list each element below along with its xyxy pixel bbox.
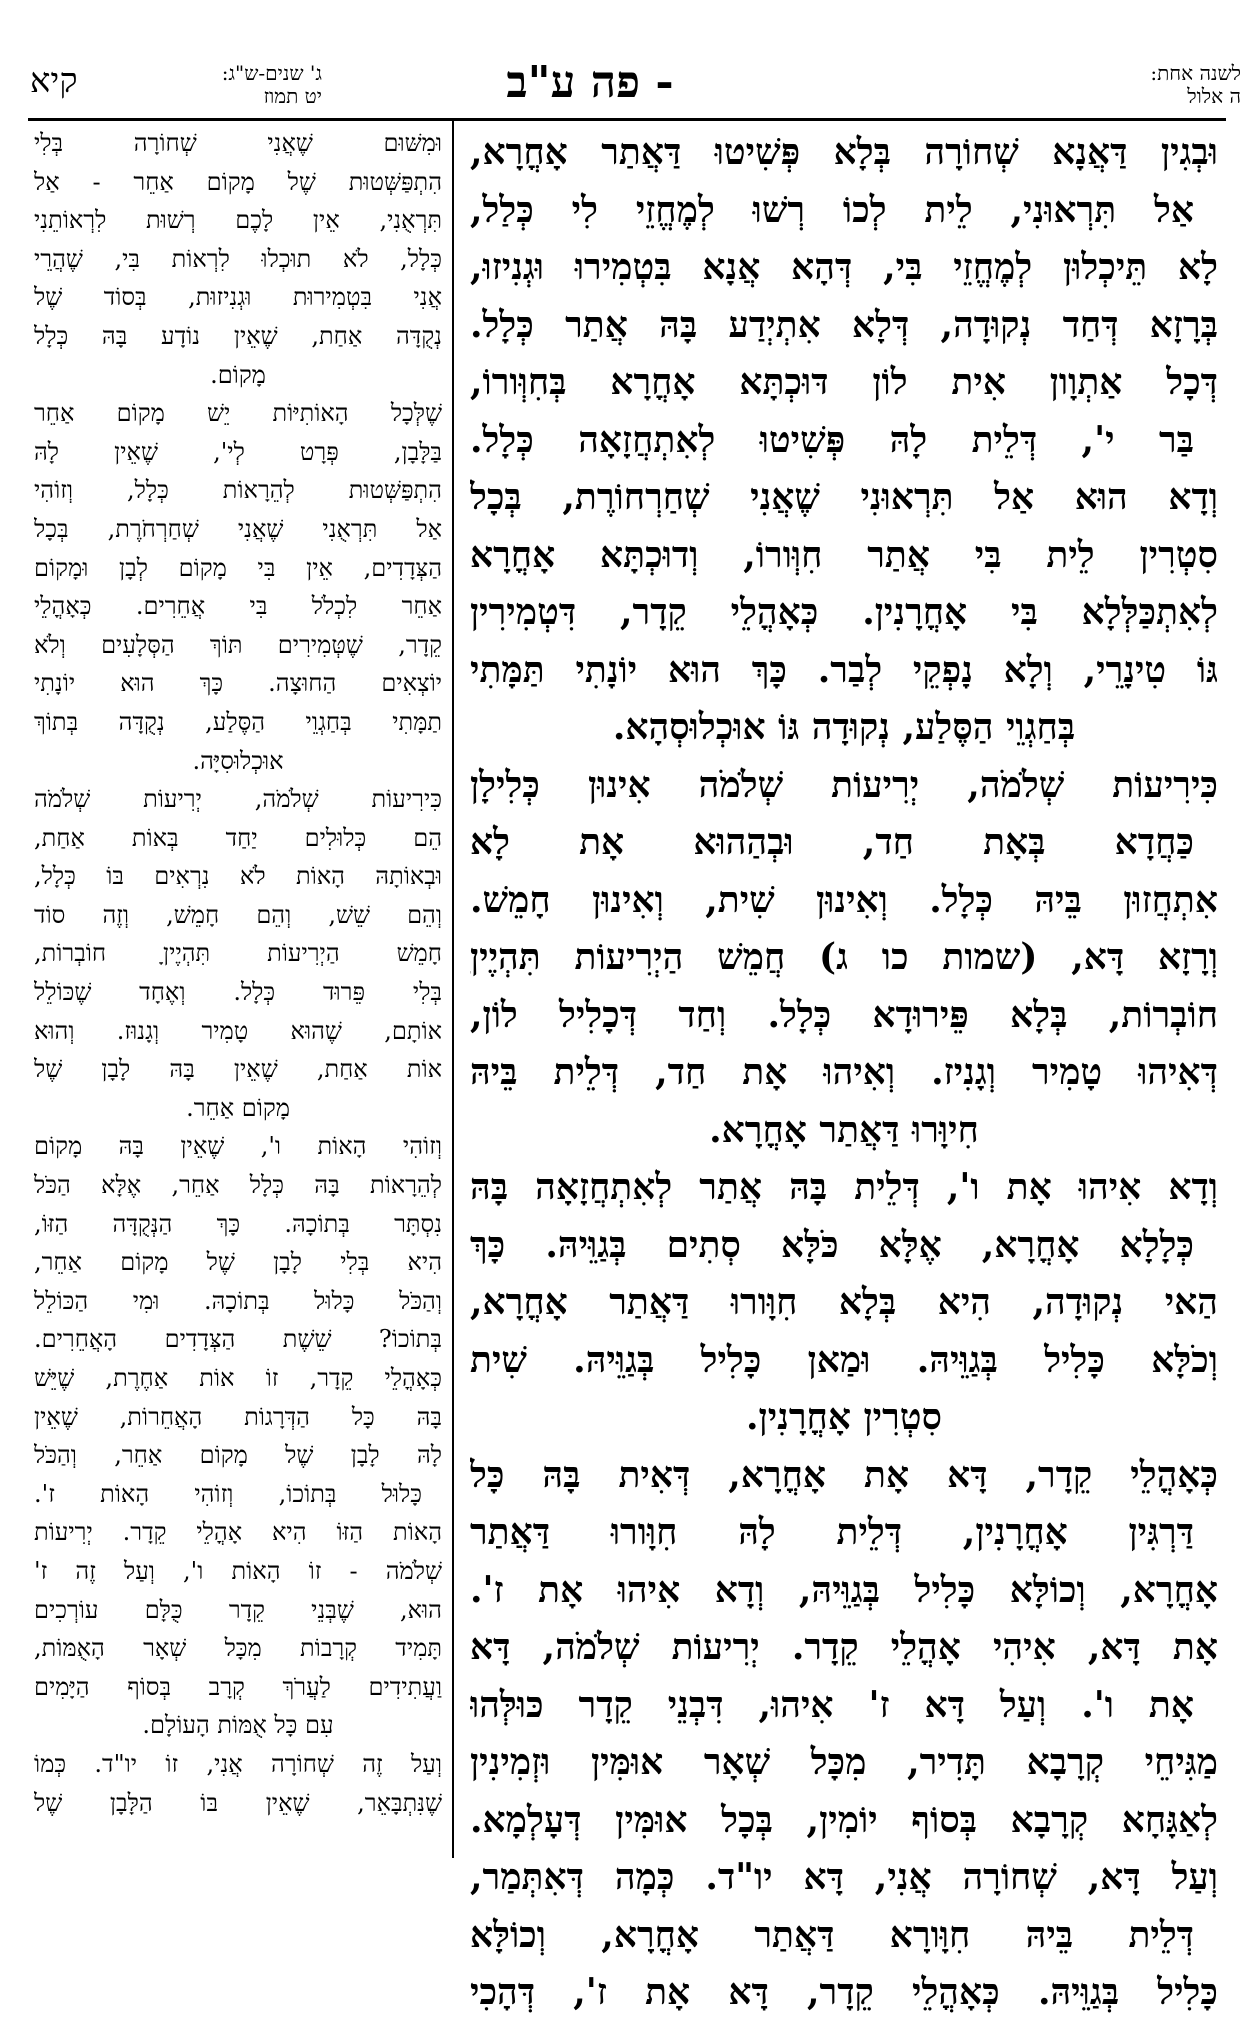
commentary-line: תָּמִיד קְרָבוֹת מִכָּל שְׁאָר הָאֻמּוֹת,	[34, 1634, 442, 1663]
commentary-line: יוֹצְאִים הַחוּצָה. כָּךְ הוּא יוֹנָתִי	[34, 669, 442, 698]
commentary-line: כְּלָל, לֹא תוּכְלוּ לִרְאוֹת בִּי, שֶׁהֲרֵי	[34, 244, 442, 273]
main-text-line: כְּאָהֳלֵי קֵדָר, דָּא אָת אָחֳרָא, דְּאִית בָּהּ כָּל	[470, 1453, 1218, 1496]
main-text-line: כַּחֲדָא בְּאָת חַד, וּבְהַהוּא אָת לָא	[470, 821, 1194, 863]
main-text-line: גּוֹ טִינָרֵי, וְלָא נָפְקֵי לְבַר. כָּךְ הוּא יוֹנָתִי תַּמָּתִי	[470, 648, 1218, 691]
main-text-line: וְרָזָא דָּא, (שמות כו ג) חֲמֵשׁ הַיְרִיעוֹת תִּהְיֶיןָ	[470, 936, 1218, 978]
main-text-line: אָת דָּא, אִיהִי אָהֳלֵי קֵדָר. יְרִיעוֹת שְׁלֹמֹה, דָּא	[470, 1626, 1218, 1668]
main-text-line: וּבְגִין דַּאֲנָא שְׁחוֹרָה בְּלָא פְּשִׁיטוּ דַּאֲתַר אָחֳרָא,	[470, 131, 1218, 173]
commentary-line: תִּרְאֻנִי, אֵין לָכֶם רְשׁוּת לִרְאוֹתֵנִי	[34, 206, 442, 235]
main-text-line: לְאַגָּחָא קְרָבָא בְּסוֹף יוֹמִין, בְּכָל אוּמִּין דְּעָלְמָא.	[470, 1798, 1218, 1841]
commentary-line: וְהַכֹּל כָּלוּל בְּתוֹכָהּ. וּמִי הַכּוֹלֵל	[34, 1286, 442, 1315]
main-text-line: דְּכָל אַתְוָון אִית לוֹן דּוּכְתָּא אָחֳרָא בְּחִוְּורוֹ,	[470, 361, 1218, 403]
main-text-line: כָּלִיל בְּגַוֵּיהּ. כְּאָהֳלֵי קֵדָר, דָּא אָת ז', דְּהָכִי	[470, 1971, 1218, 2013]
commentary-line: וְזוֹהִי הָאוֹת ו', שֶׁאֵין בָּהּ מָקוֹם	[34, 1132, 442, 1161]
main-text-line: כְּלָלָא אָחֳרָא, אֶלָּא כֹּלָּא סְתִים בְּגַוֵּיהּ. כָּךְ	[470, 1223, 1194, 1266]
commentary-line: עִם כָּל אֻמּוֹת הָעוֹלָם.	[142, 1711, 334, 1740]
main-text-line: סִטְרִין לֵית בִּי אֲתַר חִוְּורוֹ, וְדוּכְתָּא אָחֳרָא	[470, 533, 1218, 576]
commentary-line: כִּירִיעוֹת שְׁלֹמֹה, יְרִיעוֹת שְׁלֹמֹה	[34, 785, 442, 814]
commentary-line: נְקֻדָּה אַחַת, שֶׁאֵין נוֹדָע בָּהּ כְּלָל	[34, 321, 442, 350]
commentary-line: אוֹתָם, שֶׁהוּא טָמִיר וְגָנוּז. וְהוּא	[34, 1016, 442, 1045]
main-text-line: בְּחַגְוֵי הַסֶּלַע, נְקוּדָה גּוֹ אוּכְלוּסְהָא.	[612, 706, 1076, 748]
commentary-line: הֵם כְּלוּלִים יַחַד בְּאוֹת אַחַת,	[34, 823, 442, 852]
commentary-line: וּבְאוֹתָהּ הָאוֹת לֹא נִרְאִים בּוֹ כְּלָל,	[34, 862, 442, 891]
commentary-line: בְּתוֹכוֹ? שֵׁשֶׁת הַצְּדָדִים הָאֲחֵרִים.	[34, 1325, 442, 1354]
commentary-line: וְהֵם שֵׁשׁ, וְהֵם חָמֵשׁ, וְזֶה סוֹד	[34, 900, 442, 929]
main-text-line: כִּירִיעוֹת שְׁלֹמֹה, יְרִיעוֹת שְׁלֹמֹה אִינוּן כְּלִילָן	[470, 763, 1218, 806]
commentary-line: הִיא בְּלִי לָבָן שֶׁל מָקוֹם אַחֵר,	[34, 1248, 442, 1277]
main-text-line: וְדָא אִיהוּ אָת ו', דְּלֵית בָּהּ אֲתַר לְאִתְחֲזָאָה בָּהּ	[470, 1166, 1218, 1208]
page-number: קיא	[30, 61, 78, 101]
commentary-line: אַל תִּרְאֻנִי שֶׁאֲנִי שְׁחַרְחֹרֶת, בְּכָל	[34, 514, 442, 543]
main-text-line: וְכֹלָּא כָּלִיל בְּגַוֵּיהּ. וּמַאן כָּלִיל בְּגַוֵּיהּ. שִׁית	[470, 1338, 1218, 1381]
main-text-line: חִיוָּרוּ דַּאֲתַר אָחֳרָא.	[709, 1108, 979, 1151]
commentary-line: כָּלוּל בְּתוֹכוֹ, וְזוֹהִי הָאוֹת ז'.	[34, 1479, 422, 1508]
commentary-line: אוּכְלוּסִיָּה.	[192, 746, 284, 775]
commentary-line: הִתְפַּשְּׁטוּת לְהֵרָאוֹת כְּלָל, וְזוֹהִי	[34, 476, 442, 505]
commentary-line: הוּא, שֶׁבְּנֵי קֵדָר כֻּלָּם עוֹרְכִים	[34, 1595, 442, 1624]
commentary-line: תַמָּתִי בְּחַגְוֵי הַסֶּלַע, נְקֻדָּה בְּתוֹךְ	[34, 707, 442, 736]
commentary-line: בָּהּ כָּל הַדְּרָגוֹת הָאֲחֵרוֹת, שֶׁאֵין	[34, 1402, 442, 1431]
column-divider	[452, 118, 454, 1858]
main-text-line: אָת ו'. וְעַל דָּא ז' אִיהוּ, דִּבְנֵי קֵדָר כּוּלְּהוּ	[470, 1683, 1194, 1726]
commentary-line: קֵדָר, שֶׁטְּמִירִים תּוֹךְ הַסְּלָעִים וְלֹא	[34, 630, 442, 659]
header-study-schedule-three-years	[112, 62, 322, 108]
commentary-line: בַּלָּבָן, פְּרָט לְי', שֶׁאֵין לָהּ	[34, 437, 442, 466]
commentary-line: אַחֵר לִכְלֹל בִּי אֲחֵרִים. כְּאָהֳלֵי	[34, 592, 442, 621]
commentary-line: וְעַל זֶה שְׁחוֹרָה אֲנִי, זוֹ יו"ד. כְּמוֹ	[34, 1749, 442, 1778]
main-text-line: לְאִתְכַּלְּלָא בִּי אָחֳרָנִין. כְּאָהֳלֵי קֵדָר, דִּטְמִירִין	[470, 591, 1218, 633]
commentary-line: חָמֵשׁ הַיְרִיעוֹת תִּהְיֶיןָ חוֹבְרוֹת,	[34, 939, 442, 968]
commentary-line: שֶׁלְּכָל הָאוֹתִיּוֹת יֵשׁ מָקוֹם אַחֵר	[34, 399, 442, 428]
main-text-line: דְּלֵית בֵּיהּ חִוָּורָא דַּאֲתַר אָחֳרָא, וְכוֹלָּא	[470, 1913, 1194, 1956]
commentary-line: שֶׁנִּתְבָּאֵר, שֶׁאֵין בּוֹ הַלָּבָן שֶׁל	[34, 1788, 442, 1817]
commentary-line: אוֹת אַחַת, שֶׁאֵין בָּהּ לָבָן שֶׁל	[34, 1055, 442, 1084]
commentary-line: שְׁלֹמֹה - זוֹ הָאוֹת ו', וְעַל זֶה ז'	[34, 1556, 442, 1585]
main-text-line: חוֹבְרוֹת, בְּלָא פֵּירוּדָא כְּלָל. וְחַד דְּכָלִיל לוֹן,	[470, 993, 1218, 1036]
commentary-line: מָקוֹם אַחֵר.	[186, 1093, 290, 1122]
commentary-line: הִתְפַּשְּׁטוּת שֶׁל מָקוֹם אַחֵר - אַל	[34, 167, 442, 196]
zohar-text-column	[470, 124, 1218, 2022]
main-text-line: הַאי נְקוּדָה, הִיא בְּלָא חִוָּורוּ דַּאֲתַר אָחֳרָא,	[470, 1281, 1218, 1323]
main-text-line: אַל תִּרְאוּנִי, לֵית לְכוֹ רְשׁוּ לְמֶחֱזֵי לִי כְּלַל,	[470, 188, 1194, 231]
main-text-line: וְעַל דָּא, שְׁחוֹרָה אֲנִי, דָּא יו"ד. כְּמָה דְּאִתְּמַר,	[470, 1856, 1218, 1898]
commentary-line: לָהּ לָבָן שֶׁל מָקוֹם אַחֵר, וְהַכֹּל	[34, 1441, 442, 1470]
translation-commentary-column	[34, 124, 442, 1822]
header-one-year-date: ה אלול	[1187, 84, 1241, 108]
main-text-line: וְדָא הוּא אַל תִּרְאוּנִי שֶׁאֲנִי שְׁחַרְחוֹרֶת, בְּכָל	[470, 476, 1218, 518]
main-text-line: דְּאִיהוּ טָמִיר וְגָנִיז. וְאִיהוּ אָת חַד, דְּלֵית בֵּיהּ	[470, 1051, 1218, 1093]
main-text-line: אָחֳרָא, וְכוֹלָּא כָּלִיל בְּגַוֵּיהּ, וְדָא אִיהוּ אָת ז'.	[470, 1568, 1218, 1611]
commentary-line: וּמִשּׁוּם שֶׁאֲנִי שְׁחוֹרָה בְּלִי	[34, 129, 442, 157]
commentary-line: וַעֲתִידִים לַעֲרֹךְ קְרָב בְּסוֹף הַיָּמִים	[34, 1672, 442, 1701]
main-text-line: סִטְרִין אָחֳרָנִין.	[745, 1396, 942, 1438]
main-text-line: אִתְחֲזוּן בֵּיהּ כְּלָל. וְאִינוּן שִׁית, וְאִינוּן חָמֵשׁ.	[470, 878, 1218, 921]
commentary-line: כְּאָהֳלֵי קֵדָר, זוֹ אוֹת אַחֶרֶת, שֶׁיֵּשׁ	[34, 1364, 442, 1392]
commentary-line: אֲנִי בִּטְמִירוּת וּגְנִיזוּת, בְּסוֹד שֶׁל	[34, 283, 442, 312]
header-three-years-date: יט תמוז	[263, 84, 322, 108]
main-text-line: בְּרָזָא דְּחַד נְקוּדָה, דְּלָא אִתְיְדַע בָּהּ אֲתַר כְּלָל.	[470, 303, 1218, 346]
header-one-year-label: לשנה אחת:	[1150, 61, 1241, 85]
main-text-line: מַגִּיחֵי קְרָבָא תָּדִיר, מִכָּל שְׁאָר אוּמִּין וּזְמִינִין	[470, 1741, 1218, 1783]
commentary-line: מָקוֹם.	[210, 360, 266, 389]
commentary-line: בְּלִי פֵּרוּד כְּלָל. וְאֶחָד שֶׁכּוֹלֵל	[34, 978, 442, 1007]
header-three-years-label: ג' שנים-ש"ג:	[221, 61, 322, 85]
page-title: - פה ע"ב	[506, 57, 674, 108]
commentary-line: נִסְתָּר בְּתוֹכָהּ. כָּךְ הַנְּקֻדָּה הַזּוֹ,	[34, 1209, 442, 1238]
commentary-line: הָאוֹת הַזּוֹ הִיא אָהֳלֵי קֵדָר. יְרִיעוֹת	[34, 1518, 442, 1547]
header-rule	[28, 118, 1226, 121]
header-study-schedule-one-year	[951, 62, 1241, 108]
main-text-line: דַּרְגִּין אָחֳרָנִין, דְּלֵית לָהּ חִוָּורוּ דַּאֲתַר	[470, 1511, 1194, 1553]
commentary-line: לְהֵרָאוֹת בָּהּ כְּלָל אַחֵר, אֶלָּא הַכֹּל	[34, 1171, 442, 1200]
main-text-line: בַּר י', דְּלֵית לָהּ פְּשִׁיטוּ לְאִתְחֲזָאָה כְּלָל.	[470, 418, 1194, 461]
commentary-line: הַצְּדָדִים, אֵין בִּי מָקוֹם לְבָן וּמָקוֹם	[34, 553, 442, 582]
main-text-line: לָא תֵּיכְלוּן לְמֶחֱזֵי בִּי, דְּהָא אֲנָא בִּטְמִירוּ וּגְנִיזוּ,	[470, 246, 1218, 288]
